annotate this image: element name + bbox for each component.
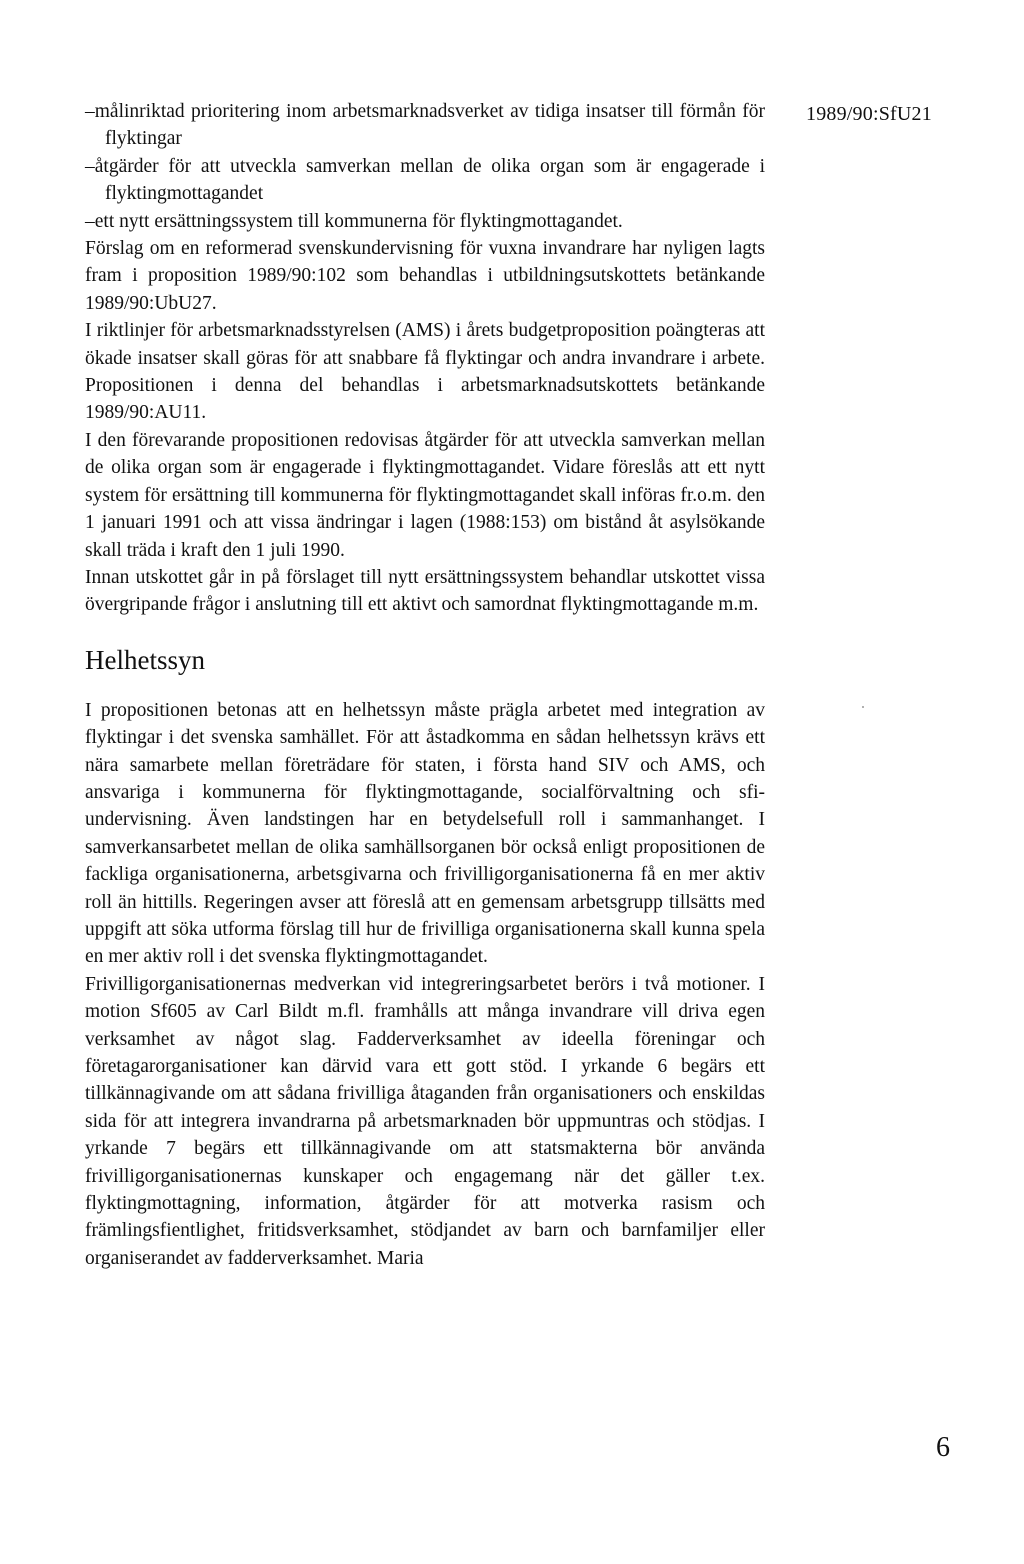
body-text-column (85, 98, 765, 1272)
section-heading: Helhetssyn (85, 644, 205, 675)
list-item: –ett nytt ersättningssystem till kommunerna för flyktingmottagandet. (85, 210, 623, 232)
list-item: –åtgärder för att utveckla samverkan mellan de olika organ som är engagerade i flyktingmottagandet (85, 155, 765, 205)
document-reference: 1989/90:SfU21 (806, 103, 932, 125)
paragraph: Förslag om en reformerad svenskundervisning för vuxna invandrare har nyligen lagts fram i proposition 1989/90:102 som behandlas i utbildningsutskottets betänkande 1989/90:UbU27. (85, 238, 765, 314)
paragraph: I riktlinjer för arbetsmarknadsstyrelsen (AMS) i årets budgetproposition poängteras att ökade insatser skall göras för att snabbare få flyktingar och andra invandrare i arbete. Propositionen i denna del behandlas i arbetsmarknadsutskottets betänkande 1989/90:AU11. (85, 320, 765, 424)
paragraph: Frivilligorganisationernas medverkan vid integreringsarbetet berörs i två motioner. I motion Sf605 av Carl Bildt m.fl. framhålls att många invandrare vill driva egen verksamhet av något slag. Fadderverksamhet av ideella föreningar och företagarorganisationer kan därvid vara ett gott stöd. I yrkande 6 begärs ett tillkännagivande om att sådana frivilliga åtaganden från organisationers och enskildas sida för att integrera invandrarna på arbetsmarknaden bör uppmuntras och stödjas. I yrkande 7 begärs ett tillkännagivande om att statsmakterna bör använda frivilligorganisationernas kunskaper och engagemang när det gäller t.ex. flyktingmottagning, information, åtgärder för att motverka rasism och främlingsfientlighet, fritidsverksamhet, stödjandet av barn och barnfamiljer eller organiserandet av fadderverksamhet. Maria (85, 973, 765, 1269)
scan-speck (862, 706, 864, 708)
paragraph: I den förevarande propositionen redovisas åtgärder för att utveckla samverkan mellan de olika organ som är engagerade i flyktingmottagandet. Vidare föreslås att ett nytt system för ersättning till kommunerna för flyktingmottagandet skall införas fr.o.m. den 1 januari 1991 och att vissa ändringar i lagen (1988:153) om bistånd åt asylsökande skall träda i kraft den 1 juli 1990. (85, 429, 765, 561)
paragraph: I propositionen betonas att en helhetssyn måste prägla arbetet med integration av flyktingar i det svenska samhället. För att åstadkomma en sådan helhetssyn krävs ett nära samarbete mellan företrädare för staten, i första hand SIV och AMS, och ansvariga i kommunerna för flyktingmottagande, socialförvaltning och sfi-undervisning. Även landstingen har en betydelsefull roll i sammanhanget. I samverkansarbetet mellan de olika samhällsorganen bör också enligt propositionen de fackliga organisationerna, arbetsgivarna och frivilligorganisationerna få en mer aktiv roll än hittills. Regeringen avser att föreslå att en gemensam arbetsgrupp tillsätts med uppgift att söka utforma förslag till hur de frivilliga organisationerna skall kunna spela en mer aktiv roll i det svenska flyktingmottagandet. (85, 699, 765, 968)
page-number: 6 (936, 1432, 950, 1463)
paragraph: Innan utskottet går in på förslaget till nytt ersättningssystem behandlar utskottet vissa övergripande frågor i anslutning till ett aktivt och samordnat flyktingmottagande m.m. (85, 566, 765, 616)
list-item: –målinriktad prioritering inom arbetsmarknadsverket av tidiga insatser till förmån för flyktingar (85, 101, 765, 150)
